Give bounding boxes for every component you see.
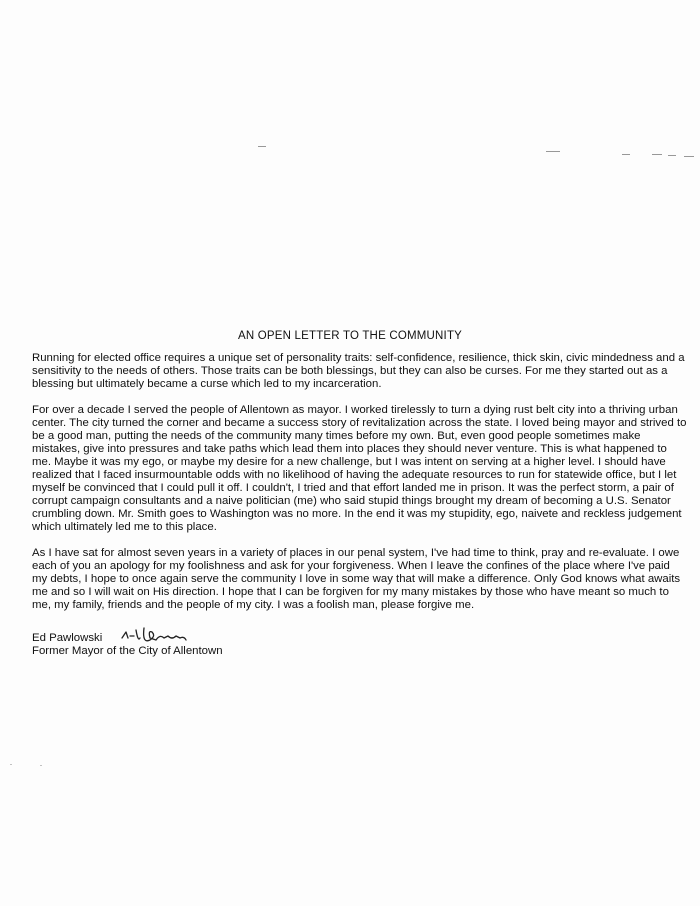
letter-paragraph: Running for elected office requires a unique set of personality traits: self-confidence, resilience, thick skin, civic mindedness and a sensitivity to the needs of others. Those traits can be both blessings, but they can also be curses. For me they started out as a blessing but ultimately became a curse which led to my incarceration. bbox=[32, 352, 685, 390]
scan-artifact bbox=[652, 154, 662, 155]
letter-paragraph: As I have sat for almost seven years in a variety of places in our penal system, I've had time to think, pray and re-evaluate. I owe each of you an apology for my foolishness and ask for your forgiveness. When I leave the confines of the place where I've paid my debts, I hope to once again serve the community I love in some way that will make a difference. Only God knows what awaits me and so I will wait on His direction. I hope that I can be forgiven for my many mistakes by those who have meant so much to me, my family, friends and the people of my city. I was a foolish man, please forgive me. bbox=[32, 547, 681, 611]
scan-artifact bbox=[258, 146, 266, 147]
scan-artifact bbox=[10, 764, 12, 765]
signer-title: Former Mayor of the City of Allentown bbox=[32, 645, 223, 657]
scan-artifact bbox=[40, 765, 42, 766]
letter-title: AN OPEN LETTER TO THE COMMUNITY bbox=[237, 330, 463, 342]
scan-artifact bbox=[622, 154, 630, 155]
signer-name: Ed Pawlowski bbox=[32, 632, 103, 644]
letter-paragraph: For over a decade I served the people of Allentown as mayor. I worked tirelessly to turn a dying rust belt city into a thriving urban center. The city turned the corner and became a success story of revitalization across the state. I loved being mayor and strived to be a good man, putting the needs of the community many times before my own. But, even good people sometimes make mistakes, give into pressures and take paths which lead them into places they should never venture. This is what happened to me. Maybe it was my ego, or maybe my desire for a new challenge, but I was intent on serving at a higher level. I should have realized that I faced insurmountable odds with no likelihood of having the adequate resources to run for statewide office, but I let myself be convinced that I could pull it off. I couldn't, I tried and that effort landed me in prison. It was the perfect storm, a pair of corrupt campaign consultants and a naive politician (me) who said stupid things brought my dream of becoming a U.S. Senator crumbling down. Mr. Smith goes to Washington was no more. In the end it was my stupidity, ego, naivete and reckless judgement which ultimately led me to this place. bbox=[32, 404, 687, 533]
handwritten-signature bbox=[120, 624, 220, 648]
scan-artifact bbox=[684, 156, 694, 157]
scan-artifact bbox=[546, 151, 560, 152]
scan-artifact bbox=[668, 155, 676, 156]
letter-body bbox=[32, 352, 687, 625]
